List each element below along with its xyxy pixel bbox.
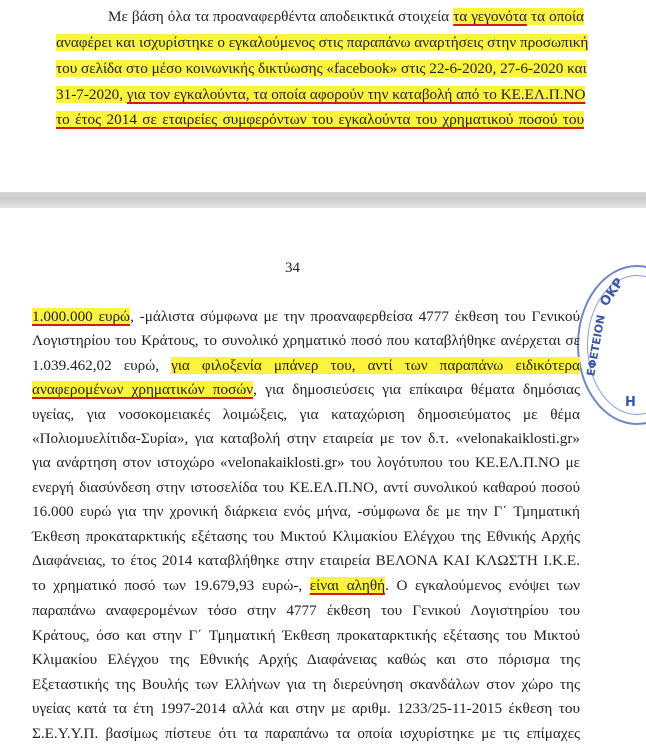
text-line (56, 111, 584, 129)
official-stamp (577, 265, 646, 425)
text-segment: , -μάλιστα σύμφωνα με την προαναφερθείσα 4777 έκθεση του Γενικού (130, 308, 580, 325)
text-line (32, 332, 580, 350)
text-line (32, 381, 580, 399)
text-segment: για ανάρτηση στον ιστοχώρο «velonakaiklosti.gr» του λογότυπου του ΚΕ.ΕΛ.Π.ΝΟ με (32, 454, 580, 471)
stamp-text-side: ΕΦΕΤΕΙΟΝ (584, 313, 608, 378)
highlighted-text: του σελίδα στο μέσο κοινωνικής δικτύωσης «facebook» στις 22-6-2020, 27-6-2020 και (56, 60, 587, 77)
text-line (32, 725, 580, 743)
highlighted-text: αναφερομένων χρηματικών ποσών (32, 381, 254, 398)
highlighted-text: τα οποία (526, 8, 584, 25)
text-segment: . Ο εγκαλούμενος ενόψει των (385, 577, 580, 594)
text-line (56, 86, 584, 104)
text-segment: Με βάση όλα τα προαναφερθέντα αποδεικτικά στοιχεία (108, 8, 454, 25)
text-segment: παραπάνω αναφερομένων τόσο στην 4777 έκθεση του Γενικού Λογιστηρίου του (32, 602, 580, 619)
text-line (32, 308, 580, 326)
highlighted-text: 31-7-2020, (56, 86, 127, 103)
page-separator (0, 192, 646, 208)
text-line (32, 700, 580, 718)
text-segment: «Πολιομυελίτιδα-Συρία», για καταβολή στην εταιρεία με τον δ.τ. «velonakaiklosti.gr» (32, 430, 580, 447)
highlighted-text: για φιλοξενία μπάνερ του, αντί των παραπάνω ειδικότερα (171, 357, 580, 374)
stamp-text-top: ΟΚΡ (597, 275, 628, 310)
text-segment: 1.039.462,02 ευρώ, (32, 357, 172, 374)
text-segment: Λογιστηρίου του Κράτους, το συνολικό χρηματικό ποσό που καταβλήθηκε ανέρχεται σε (32, 332, 580, 349)
text-segment: το χρηματικό ποσό των 19.679,93 ευρώ-, (32, 577, 310, 594)
highlighted-text: για τον εγκαλούντα, τα οποία αφορούν την καταβολή από το ΚΕ.ΕΛ.Π.ΝΟ (126, 86, 586, 103)
text-segment: ενεργή διασύνδεση στην ιστοσελίδα του ΚΕ.ΕΛ.Π.ΝΟ, αντί συνολικού καθαρού ποσού (32, 479, 580, 496)
stamp-text-bottom: Η (625, 395, 636, 410)
text-segment: Κράτους, όσο και στην Γ΄ Τμηματική Έκθεση προκαταρκτικής εξέτασης του Μικτού (32, 627, 580, 644)
document-page-top (0, 0, 646, 192)
text-line (32, 503, 580, 521)
text-segment: υγείας κατά τα έτη 1997-2014 αλλά και στην με αριθμ. 1233/25-11-2015 έκθεση του (32, 700, 580, 717)
text-line (32, 552, 580, 570)
text-segment: Σ.Ε.Υ.Υ.Π. βασίμως πίστευε ότι τα παραπάνω τα οποία ισχυρίστηκε με τις επίμαχες (32, 725, 580, 742)
highlighted-text: το έτος 2014 σε εταιρείες συμφερόντων του εγκαλούντα του χρηματικού ποσού του (56, 111, 584, 128)
text-line (32, 406, 580, 424)
text-line (32, 430, 580, 448)
text-line (32, 676, 580, 694)
text-line (32, 577, 580, 595)
page-number: 34 (285, 260, 300, 276)
text-line (56, 34, 589, 52)
text-segment: Εξεταστικής της Βουλής των Ελλήνων για τη διερεύνηση σκανδάλων στον χώρο της (32, 676, 580, 693)
text-line (32, 357, 580, 375)
text-line (32, 627, 580, 645)
highlighted-text: 1.000.000 ευρώ (32, 308, 131, 325)
highlighted-text: είναι αληθή (309, 577, 386, 594)
text-line (32, 651, 580, 669)
text-segment: Έκθεση προκαταρκτικής εξέτασης του Μικτού Κλιμακίου Ελέγχου της Εθνικής Αρχής (32, 528, 580, 545)
text-segment: , για δημοσιεύσεις για επίκαιρα θέματα δημόσιας (253, 381, 580, 398)
text-line (32, 528, 580, 546)
text-segment: Διαφάνειας, το έτος 2014 καταβλήθηκε στην εταιρεία ΒΕΛΟΝΑ ΚΑΙ ΚΛΩΣΤΗ Ι.Κ.Ε. (32, 552, 580, 569)
text-segment: Κλιμακίου Ελέγχου της Εθνικής Αρχής Διαφάνειας καθώς και στο πόρισμα της (32, 651, 580, 668)
highlighted-text: τα γεγονότα (453, 8, 527, 25)
text-segment: υγείας, για νοσοκομειακές λοιμώξεις, για καταχώριση δημοσιεύματος με θέμα (32, 406, 580, 423)
text-line (32, 602, 580, 620)
highlighted-text: αναφέρει και ισχυρίστηκε ο εγκαλούμενος στις παραπάνω αναρτήσεις στην προσωπική (56, 34, 589, 51)
text-line (32, 454, 580, 472)
text-line (56, 60, 587, 78)
text-line (32, 479, 580, 497)
text-segment: 16.000 ευρώ για την χρονική διάρκεια ενός μήνα, -σύμφωνα δε με την Γ΄ Τμηματική (32, 503, 580, 520)
text-line (108, 8, 584, 26)
